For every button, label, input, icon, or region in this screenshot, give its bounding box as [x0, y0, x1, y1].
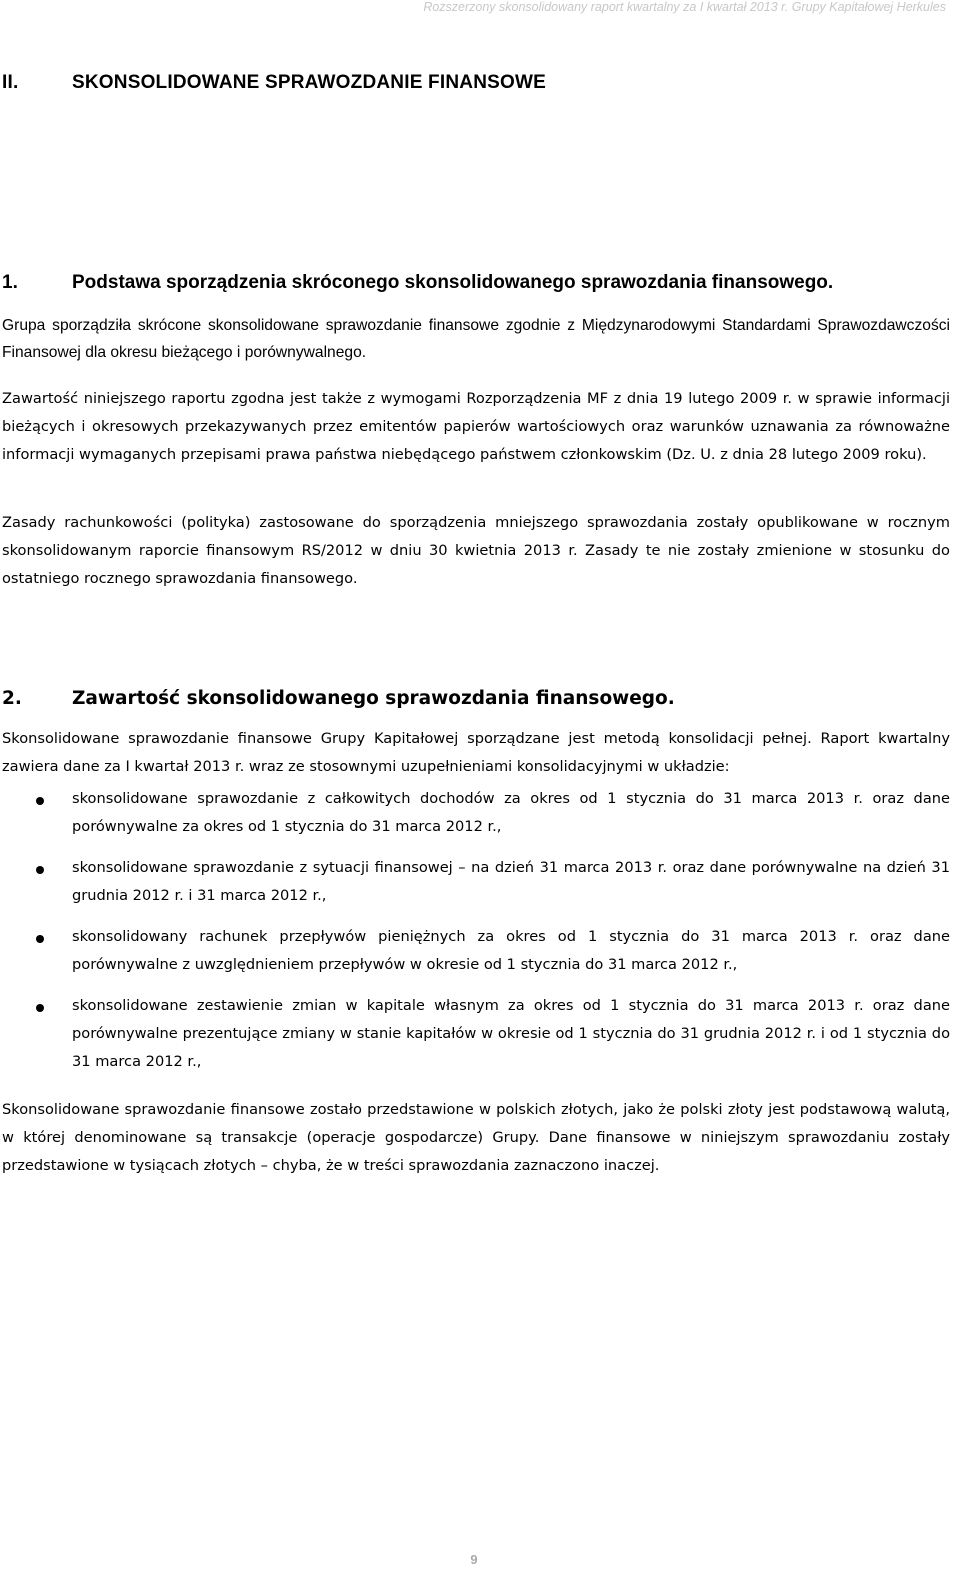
section-1-number: 1.: [2, 272, 18, 293]
statement-list: [0, 785, 950, 1089]
section-2-title: Zawartość skonsolidowanego sprawozdania finansowego.: [72, 688, 675, 709]
section-1-heading: [2, 272, 833, 294]
list-item: [0, 854, 950, 910]
bullet-icon: [36, 797, 44, 805]
running-header: Rozszerzony skonsolidowany raport kwartalny za I kwartał 2013 r. Grupy Kapitałowej Herkules: [423, 0, 946, 14]
list-item: [0, 992, 950, 1076]
list-item: [0, 785, 950, 841]
list-item-text: skonsolidowany rachunek przepływów pieniężnych za okres od 1 stycznia do 31 marca 2013 r. oraz dane porównywalne z uwzględnieniem przepływów w okresie od 1 stycznia do 31 marca 2012 r.,: [72, 928, 950, 973]
section-1-paragraph-3: Zasady rachunkowości (polityka) zastosowane do sporządzenia mniejszego sprawozdania zostały opublikowane w rocznym skonsolidowanym raporcie finansowym RS/2012 w dniu 30 kwietnia 2013 r. Zasady te nie zostały zmienione w stosunku do ostatniego rocznego sprawozdania finansowego.: [2, 514, 950, 587]
list-item-text: skonsolidowane zestawienie zmian w kapitale własnym za okres od 1 stycznia do 31 marca 2013 r. oraz dane porównywalne prezentujące zmiany w stanie kapitałów w okresie od 1 stycznia do 31 grudnia 2012 r. i od 1 stycznia do 31 marca 2012 r.,: [72, 997, 950, 1070]
chapter-heading: [2, 72, 546, 94]
chapter-number: II.: [2, 72, 19, 93]
list-item: [0, 923, 950, 979]
list-item-text: skonsolidowane sprawozdanie z całkowitych dochodów za okres od 1 stycznia do 31 marca 2013 r. oraz dane porównywalne za okres od 1 stycznia do 31 marca 2012 r.,: [72, 790, 950, 835]
section-2-number: 2.: [2, 688, 22, 709]
bullet-icon: [36, 1004, 44, 1012]
chapter-title: SKONSOLIDOWANE SPRAWOZDANIE FINANSOWE: [72, 72, 546, 93]
section-1-paragraph-2: Zawartość niniejszego raportu zgodna jest także z wymogami Rozporządzenia MF z dnia 19 lutego 2009 r. w sprawie informacji bieżących i okresowych przekazywanych przez emitentów papierów wartościowych oraz warunków uznawania za równoważne informacji wymaganych przepisami prawa państwa niebędącego państwem członkowskim (Dz. U. z dnia 28 lutego 2009 roku).: [2, 390, 950, 463]
section-1-title: Podstawa sporządzenia skróconego skonsolidowanego sprawozdania finansowego.: [72, 272, 834, 293]
list-item-text: skonsolidowane sprawozdanie z sytuacji finansowej – na dzień 31 marca 2013 r. oraz dane porównywalne na dzień 31 grudnia 2012 r. i 31 marca 2012 r.,: [72, 859, 950, 904]
bullet-icon: [36, 866, 44, 874]
page-number: 9: [470, 1552, 478, 1567]
section-1-paragraph-1: Grupa sporządziła skrócone skonsolidowane sprawozdanie finansowe zgodnie z Międzynarodowymi Standardami Sprawozdawczości Finansowej dla okresu bieżącego i porównywalnego.: [2, 317, 950, 361]
section-2-heading: [2, 688, 675, 709]
section-2-intro: Skonsolidowane sprawozdanie finansowe Grupy Kapitałowej sporządzane jest metodą konsolidacji pełnej. Raport kwartalny zawiera dane za I kwartał 2013 r. wraz ze stosownymi uzupełnieniami konsolidacyjnymi w układzie:: [2, 730, 950, 775]
bullet-icon: [36, 935, 44, 943]
section-2-closing: Skonsolidowane sprawozdanie finansowe zostało przedstawione w polskich złotych, jako że polski złoty jest podstawową walutą, w której denominowane są transakcje (operacje gospodarcze) Grupy. Dane finansowe w niniejszym sprawozdaniu zostały przedstawione w tysiącach złotych – chyba, że w treści sprawozdania zaznaczono inaczej.: [2, 1101, 950, 1174]
